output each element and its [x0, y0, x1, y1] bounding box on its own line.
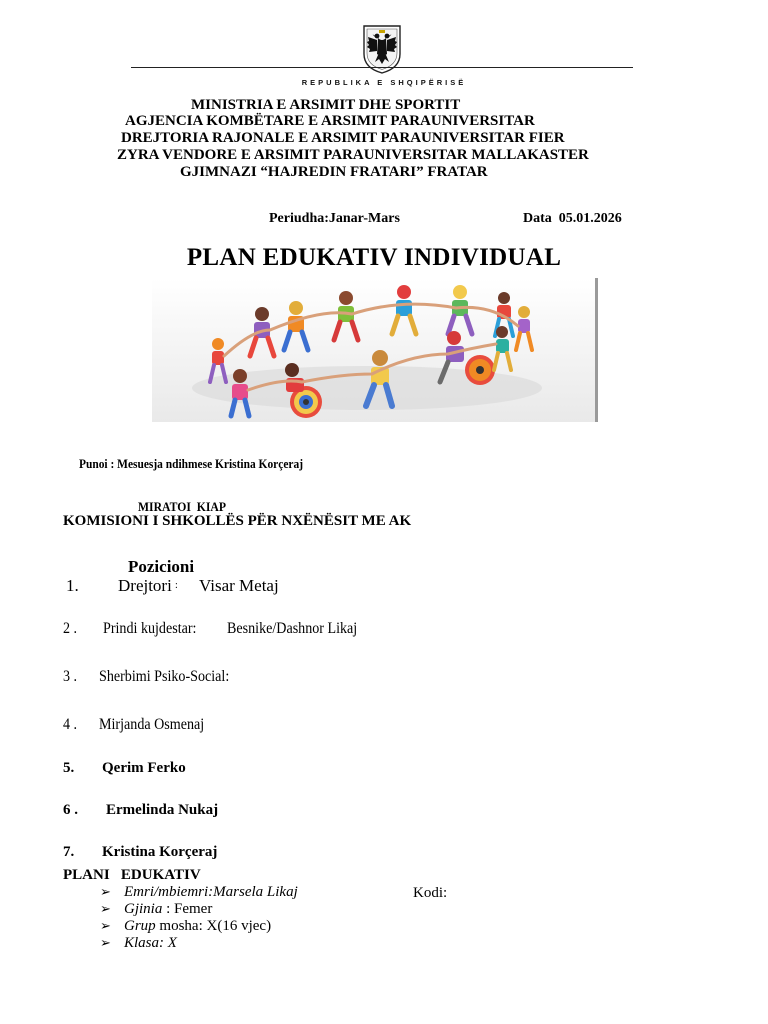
student-info-list — [100, 884, 298, 952]
republic-caption: REPUBLIKA E SHQIPËRISË — [301, 78, 467, 87]
member-number: 4 . — [63, 716, 78, 733]
member-row — [63, 802, 363, 819]
member-number: 7. — [63, 844, 75, 860]
local-office-line: ZYRA VENDORE E ARSIMIT PARAUNIVERSITAR MALLAKASTER — [117, 147, 589, 163]
member-number: 5. — [63, 760, 75, 776]
header-rule — [131, 67, 633, 68]
age-group-label: Grup — [124, 918, 156, 934]
ministry-line: MINISTRIA E ARSIMIT DHE SPORTIT — [191, 97, 461, 113]
list-item — [100, 918, 298, 935]
approval-label: MIRATOI KIAP — [138, 499, 226, 514]
date-label: Data 05.01.2026 — [523, 211, 622, 226]
list-item — [100, 884, 298, 901]
document-title: PLAN EDUKATIV INDIVIDUAL — [186, 244, 562, 271]
gender-label: Gjinia — [124, 901, 163, 917]
member-role: Prindi kujdestar: — [103, 620, 197, 637]
student-name: Emri/mbiemri:Marsela Likaj — [124, 884, 298, 900]
inclusion-illustration — [152, 278, 598, 422]
member-row — [66, 576, 279, 596]
member-name: Mirjanda Osmenaj — [99, 716, 205, 733]
period-label: Periudha:Janar-Mars — [269, 211, 400, 226]
position-heading: Pozicioni — [128, 557, 195, 576]
school-line: GJIMNAZI “HAJREDIN FRATARI” FRATAR — [180, 164, 488, 180]
member-separator: : — [175, 580, 178, 591]
age-group-value: mosha: X(16 vjec) — [155, 918, 272, 934]
member-role: Drejtori — [118, 576, 172, 595]
code-label: Kodi: — [413, 885, 448, 901]
commission-heading: KOMISIONI I SHKOLLËS PËR NXËNËSIT ME AK — [63, 513, 412, 529]
arrow-bullet-icon: ➢ — [100, 935, 111, 950]
member-role: Sherbimi Psiko-Social: — [99, 668, 230, 685]
member-row — [63, 668, 363, 686]
member-number: 2 . — [63, 620, 78, 637]
class-label: Klasa: X — [124, 935, 177, 951]
regional-directorate-line: DREJTORIA RAJONALE E ARSIMIT PARAUNIVERSITAR FIER — [121, 130, 565, 146]
member-name: Kristina Korçeraj — [102, 844, 218, 860]
member-name: Besnike/Dashnor Likaj — [227, 620, 358, 637]
member-name: Qerim Ferko — [102, 760, 186, 776]
arrow-bullet-icon: ➢ — [100, 901, 111, 916]
agency-line: AGJENCIA KOMBËTARE E ARSIMIT PARAUNIVERSITAR — [125, 113, 535, 129]
member-row — [63, 716, 363, 734]
member-number: 1. — [66, 576, 79, 595]
list-item — [100, 935, 298, 952]
plan-heading: PLANI EDUKATIV — [63, 867, 201, 883]
list-item — [100, 901, 298, 918]
arrow-bullet-icon: ➢ — [100, 884, 111, 899]
member-row — [63, 760, 363, 777]
member-row — [63, 844, 363, 861]
member-name: Ermelinda Nukaj — [106, 802, 219, 818]
member-row — [63, 620, 483, 638]
author-line: Punoi : Mesuesja ndihmese Kristina Korçeraj — [79, 456, 304, 471]
member-number: 3 . — [63, 668, 78, 685]
member-number: 6 . — [63, 802, 78, 818]
arrow-bullet-icon: ➢ — [100, 918, 111, 933]
gender-value: : Femer — [162, 901, 213, 917]
member-name: Visar Metaj — [199, 576, 279, 595]
